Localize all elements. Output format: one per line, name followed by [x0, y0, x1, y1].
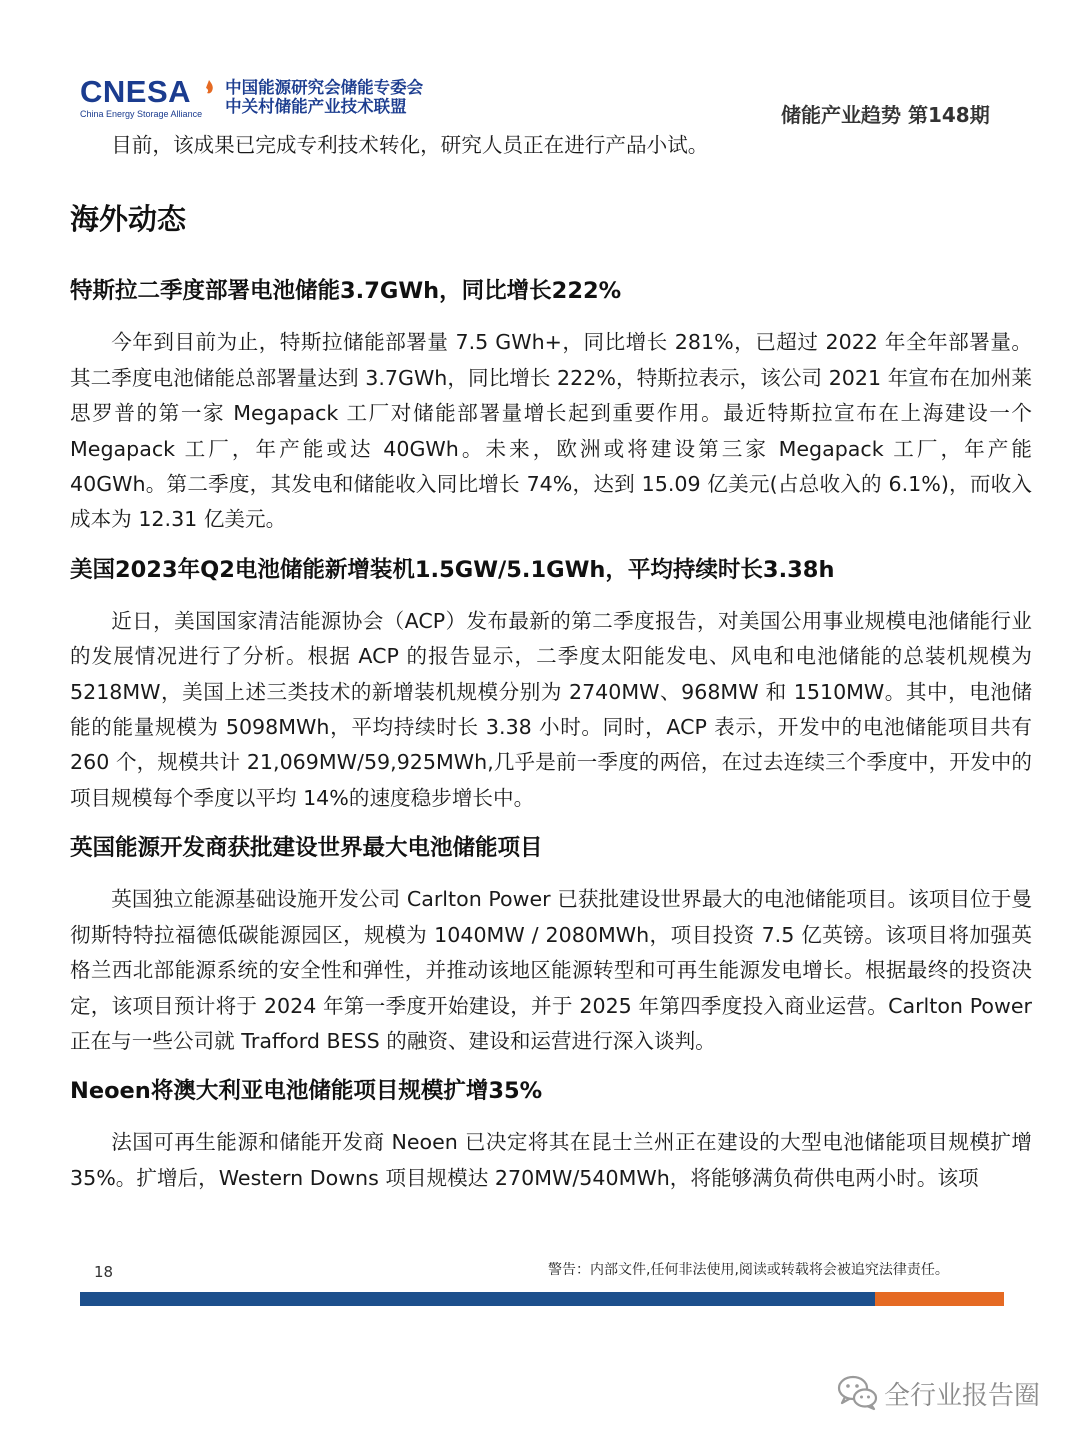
watermark-text: 全行业报告圈 — [884, 1380, 1041, 1411]
issue-label: 储能产业趋势 第148期 — [781, 103, 990, 127]
cnesa-logo — [80, 76, 423, 119]
article-body: 英国独立能源基础设施开发公司 Carlton Power 已获批建设世界最大的电池储能项目。该项目位于曼彻斯特特拉福德低碳能源园区，规模为 1040MW / 2080MWh，项目投资 7.5 亿英镑。该项目将加强英格兰西北部能源系统的安全性和弹性，并推动该地区能源转型和可再生能源发电增长。根据最终的投资决定，该项目预计将于 2024 年第一季度开始建设，并于 2025 年第四季度投入商业运营。Carlton Power 正在与一些公司就 Trafford BESS 的融资、建设和运营进行深入谈判。 — [70, 887, 1032, 1053]
article-title: 美国2023年Q2电池储能新增装机1.5GW/5.1GWh，平均持续时长3.38h — [70, 556, 835, 583]
watermark — [836, 1373, 1040, 1413]
article-title: 特斯拉二季度部署电池储能3.7GWh，同比增长222% — [70, 278, 622, 305]
legal-warning: 警告：内部文件,任何非法使用,阅读或转载将会被追究法律责任。 — [548, 1262, 949, 1278]
page-number: 18 — [94, 1263, 114, 1281]
article-body: 今年到目前为止，特斯拉储能部署量 7.5 GWh+，同比增长 281%，已超过 2022 年全年部署量。其二季度电池储能总部署量达到 3.7GWh，同比增长 222%，特斯拉表示，该公司 2021 年宣布在加州莱思罗普的第一家 Megapack 工厂对储能部署量增长起到重要作用。最近特斯拉宣布在上海建设一个 Megapack 工厂，年产能或达 40GWh。未来，欧洲或将建设第三家 Megapack 工厂，年产能 40GWh。第二季度，其发电和储能收入同比增长 74%，达到 15.09 亿美元(占总收入的 6.1%)，而收入成本为 12.31 亿美元。 — [70, 330, 1032, 532]
wechat-icon — [836, 1373, 880, 1413]
flame-icon — [203, 80, 215, 96]
footer-bar-blue — [80, 1292, 875, 1306]
logo-subtitle: China Energy Storage Alliance — [80, 109, 203, 119]
page-header — [0, 0, 1080, 130]
org-name-line2: 中关村储能产业技术联盟 — [225, 97, 407, 116]
section-title: 海外动态 — [70, 202, 187, 237]
article-title: 英国能源开发商获批建设世界最大电池储能项目 — [70, 835, 543, 862]
article-body: 法国可再生能源和储能开发商 Neoen 已决定将其在昆士兰州正在建设的大型电池储能项目规模扩增 35%。扩增后，Western Downs 项目规模达 270MW/540MWh，将能够满负荷供电两小时。该项 — [70, 1130, 1032, 1190]
article-title: Neoen将澳大利亚电池储能项目规模扩增35% — [70, 1078, 543, 1105]
article-body: 近日，美国国家清洁能源协会（ACP）发布最新的第二季度报告，对美国公用事业规模电池储能行业的发展情况进行了分析。根据 ACP 的报告显示，二季度太阳能发电、风电和电池储能的总装机规模为 5218MW，美国上述三类技术的新增装机规模分别为 2740MW、968MW 和 1510MW。其中，电池储能的能量规模为 5098MWh，平均持续时长 3.38 小时。同时，ACP 表示，开发中的电池储能项目共有 260 个，规模共计 21,069MW/59,925MWh,几乎是前一季度的两倍，在过去连续三个季度中，开发中的项目规模每个季度以平均 14%的速度稳步增长中。 — [70, 608, 1032, 810]
page-content — [70, 128, 1032, 1196]
intro-paragraph: 目前，该成果已完成专利技术转化，研究人员正在进行产品小试。 — [111, 133, 709, 157]
page-footer — [0, 1250, 1080, 1330]
footer-bar-orange — [875, 1292, 1004, 1306]
org-name-line1: 中国能源研究会储能专委会 — [225, 78, 424, 97]
logo-wordmark: CNESA — [80, 74, 192, 109]
